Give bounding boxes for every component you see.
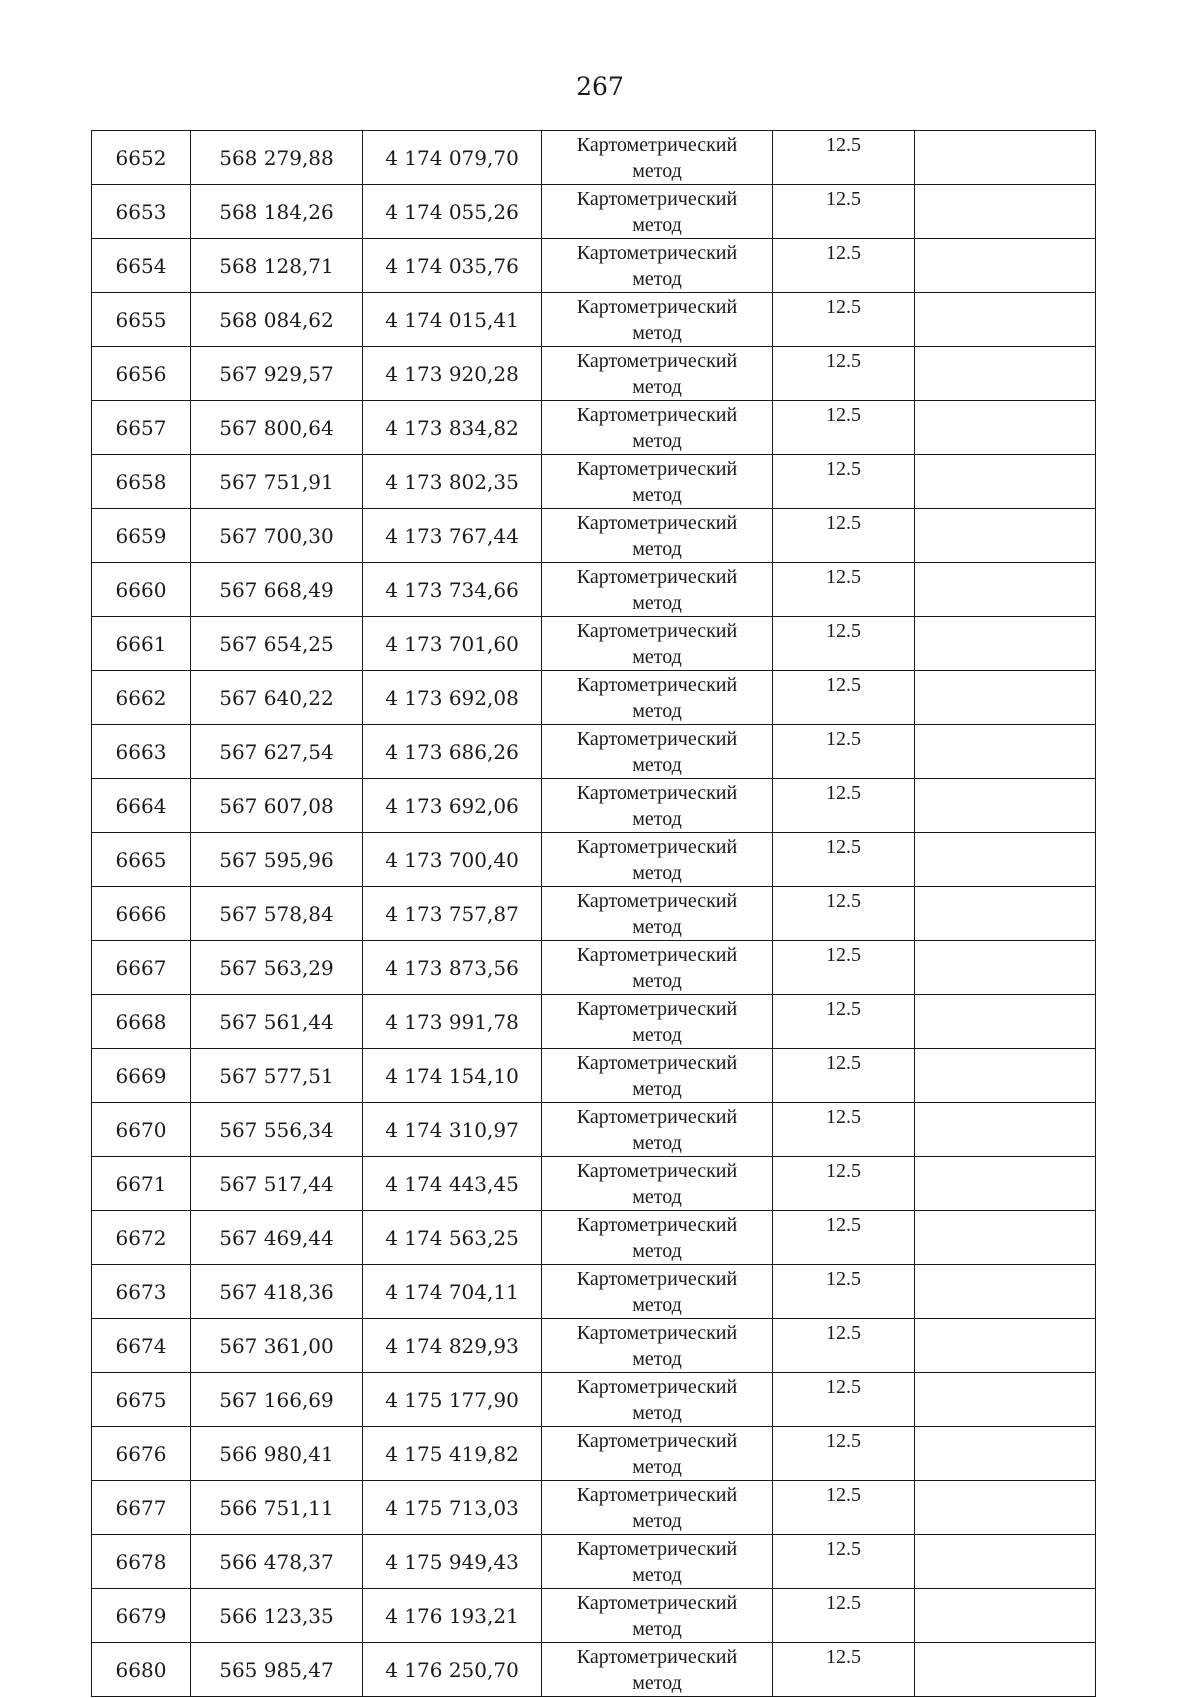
table-row [92, 1157, 1096, 1211]
note-cell [915, 509, 1096, 563]
x-coordinate-cell: 568 184,26 [191, 185, 363, 239]
x-coordinate-cell: 567 469,44 [191, 1211, 363, 1265]
table-row [92, 293, 1096, 347]
method-cell [542, 1643, 773, 1697]
x-coordinate-cell: 567 700,30 [191, 509, 363, 563]
method-line-1: Картометрический [576, 1214, 738, 1236]
table-row [92, 509, 1096, 563]
table-row [92, 1265, 1096, 1319]
table-row [92, 725, 1096, 779]
method-line-2: метод [632, 1510, 682, 1532]
method-line-1: Картометрический [576, 512, 738, 534]
point-number-cell: 6678 [92, 1535, 191, 1589]
method-line-1: Картометрический [576, 1322, 738, 1344]
table-row [92, 1319, 1096, 1373]
point-number-cell: 6661 [92, 617, 191, 671]
table-row [92, 779, 1096, 833]
x-coordinate-cell: 567 563,29 [191, 941, 363, 995]
y-coordinate-cell: 4 173 686,26 [363, 725, 542, 779]
y-coordinate-cell: 4 173 692,06 [363, 779, 542, 833]
note-cell [915, 833, 1096, 887]
y-coordinate-cell: 4 173 991,78 [363, 995, 542, 1049]
method-line-2: метод [632, 1186, 682, 1208]
point-number-cell: 6658 [92, 455, 191, 509]
method-cell [542, 617, 773, 671]
method-cell [542, 1481, 773, 1535]
method-line-1: Картометрический [576, 1430, 738, 1452]
method-line-2: метод [632, 214, 682, 236]
point-number-cell: 6655 [92, 293, 191, 347]
method-line-1: Картометрический [576, 1106, 738, 1128]
x-coordinate-cell: 566 478,37 [191, 1535, 363, 1589]
method-cell [542, 779, 773, 833]
accuracy-cell: 12.5 [773, 1049, 915, 1103]
x-coordinate-cell: 567 166,69 [191, 1373, 363, 1427]
method-cell [542, 131, 773, 185]
accuracy-cell: 12.5 [773, 401, 915, 455]
method-line-1: Картометрический [576, 728, 738, 750]
note-cell [915, 1049, 1096, 1103]
point-number-cell: 6653 [92, 185, 191, 239]
x-coordinate-cell: 567 577,51 [191, 1049, 363, 1103]
table-row [92, 455, 1096, 509]
accuracy-cell: 12.5 [773, 1535, 915, 1589]
accuracy-cell: 12.5 [773, 941, 915, 995]
x-coordinate-cell: 567 578,84 [191, 887, 363, 941]
y-coordinate-cell: 4 173 873,56 [363, 941, 542, 995]
method-line-1: Картометрический [576, 134, 738, 156]
method-line-1: Картометрический [576, 1646, 738, 1668]
method-cell [542, 725, 773, 779]
method-cell [542, 1319, 773, 1373]
y-coordinate-cell: 4 174 079,70 [363, 131, 542, 185]
point-number-cell: 6669 [92, 1049, 191, 1103]
method-line-1: Картометрический [576, 296, 738, 318]
note-cell [915, 1643, 1096, 1697]
method-line-2: метод [632, 1672, 682, 1694]
accuracy-cell: 12.5 [773, 1103, 915, 1157]
method-cell [542, 1265, 773, 1319]
note-cell [915, 1373, 1096, 1427]
accuracy-cell: 12.5 [773, 779, 915, 833]
point-number-cell: 6667 [92, 941, 191, 995]
point-number-cell: 6657 [92, 401, 191, 455]
accuracy-cell: 12.5 [773, 239, 915, 293]
y-coordinate-cell: 4 173 920,28 [363, 347, 542, 401]
method-line-1: Картометрический [576, 890, 738, 912]
x-coordinate-cell: 566 751,11 [191, 1481, 363, 1535]
method-cell [542, 185, 773, 239]
method-line-2: метод [632, 1024, 682, 1046]
accuracy-cell: 12.5 [773, 1481, 915, 1535]
accuracy-cell: 12.5 [773, 1157, 915, 1211]
accuracy-cell: 12.5 [773, 1373, 915, 1427]
point-number-cell: 6671 [92, 1157, 191, 1211]
table-row [92, 1535, 1096, 1589]
accuracy-cell: 12.5 [773, 1211, 915, 1265]
y-coordinate-cell: 4 173 757,87 [363, 887, 542, 941]
accuracy-cell: 12.5 [773, 131, 915, 185]
method-cell [542, 401, 773, 455]
method-cell [542, 941, 773, 995]
method-cell [542, 887, 773, 941]
method-cell [542, 347, 773, 401]
note-cell [915, 617, 1096, 671]
x-coordinate-cell: 567 751,91 [191, 455, 363, 509]
method-line-1: Картометрический [576, 836, 738, 858]
method-line-2: метод [632, 646, 682, 668]
note-cell [915, 455, 1096, 509]
point-number-cell: 6656 [92, 347, 191, 401]
method-line-1: Картометрический [576, 782, 738, 804]
accuracy-cell: 12.5 [773, 455, 915, 509]
y-coordinate-cell: 4 174 035,76 [363, 239, 542, 293]
method-line-2: метод [632, 1402, 682, 1424]
method-line-1: Картометрический [576, 944, 738, 966]
method-line-1: Картометрический [576, 1160, 738, 1182]
note-cell [915, 401, 1096, 455]
table-row [92, 239, 1096, 293]
y-coordinate-cell: 4 175 949,43 [363, 1535, 542, 1589]
x-coordinate-cell: 567 517,44 [191, 1157, 363, 1211]
method-line-2: метод [632, 754, 682, 776]
note-cell [915, 131, 1096, 185]
x-coordinate-cell: 568 084,62 [191, 293, 363, 347]
note-cell [915, 1589, 1096, 1643]
y-coordinate-cell: 4 173 834,82 [363, 401, 542, 455]
point-number-cell: 6652 [92, 131, 191, 185]
x-coordinate-cell: 567 595,96 [191, 833, 363, 887]
method-line-2: метод [632, 484, 682, 506]
table-row [92, 941, 1096, 995]
x-coordinate-cell: 567 607,08 [191, 779, 363, 833]
method-line-1: Картометрический [576, 1592, 738, 1614]
accuracy-cell: 12.5 [773, 509, 915, 563]
accuracy-cell: 12.5 [773, 833, 915, 887]
x-coordinate-cell: 567 640,22 [191, 671, 363, 725]
y-coordinate-cell: 4 176 250,70 [363, 1643, 542, 1697]
method-cell [542, 671, 773, 725]
note-cell [915, 563, 1096, 617]
table-row [92, 131, 1096, 185]
accuracy-cell: 12.5 [773, 293, 915, 347]
method-line-1: Картометрический [576, 566, 738, 588]
method-line-1: Картометрический [576, 1484, 738, 1506]
point-number-cell: 6654 [92, 239, 191, 293]
x-coordinate-cell: 567 556,34 [191, 1103, 363, 1157]
method-line-1: Картометрический [576, 404, 738, 426]
x-coordinate-cell: 565 985,47 [191, 1643, 363, 1697]
method-line-1: Картометрический [576, 1268, 738, 1290]
point-number-cell: 6680 [92, 1643, 191, 1697]
note-cell [915, 995, 1096, 1049]
y-coordinate-cell: 4 174 310,97 [363, 1103, 542, 1157]
y-coordinate-cell: 4 174 563,25 [363, 1211, 542, 1265]
method-line-1: Картометрический [576, 350, 738, 372]
method-line-2: метод [632, 862, 682, 884]
y-coordinate-cell: 4 174 443,45 [363, 1157, 542, 1211]
table-row [92, 1211, 1096, 1265]
method-line-2: метод [632, 1294, 682, 1316]
point-number-cell: 6676 [92, 1427, 191, 1481]
method-line-2: метод [632, 1078, 682, 1100]
method-cell [542, 563, 773, 617]
x-coordinate-cell: 568 279,88 [191, 131, 363, 185]
method-line-2: метод [632, 1456, 682, 1478]
method-cell [542, 239, 773, 293]
accuracy-cell: 12.5 [773, 617, 915, 671]
method-cell [542, 1103, 773, 1157]
note-cell [915, 1211, 1096, 1265]
accuracy-cell: 12.5 [773, 1643, 915, 1697]
method-line-1: Картометрический [576, 998, 738, 1020]
method-line-2: метод [632, 970, 682, 992]
point-number-cell: 6677 [92, 1481, 191, 1535]
point-number-cell: 6664 [92, 779, 191, 833]
point-number-cell: 6675 [92, 1373, 191, 1427]
method-cell [542, 833, 773, 887]
coordinates-table [91, 130, 1096, 1697]
method-cell [542, 1589, 773, 1643]
note-cell [915, 1157, 1096, 1211]
accuracy-cell: 12.5 [773, 185, 915, 239]
point-number-cell: 6668 [92, 995, 191, 1049]
method-line-2: метод [632, 430, 682, 452]
y-coordinate-cell: 4 175 177,90 [363, 1373, 542, 1427]
y-coordinate-cell: 4 174 704,11 [363, 1265, 542, 1319]
method-line-1: Картометрический [576, 1052, 738, 1074]
accuracy-cell: 12.5 [773, 1319, 915, 1373]
table-row [92, 401, 1096, 455]
method-line-2: метод [632, 160, 682, 182]
table-row [92, 1643, 1096, 1697]
method-line-1: Картометрический [576, 188, 738, 210]
method-line-1: Картометрический [576, 674, 738, 696]
x-coordinate-cell: 567 654,25 [191, 617, 363, 671]
y-coordinate-cell: 4 174 154,10 [363, 1049, 542, 1103]
table-row [92, 1049, 1096, 1103]
y-coordinate-cell: 4 175 713,03 [363, 1481, 542, 1535]
accuracy-cell: 12.5 [773, 347, 915, 401]
table-row [92, 185, 1096, 239]
method-cell [542, 509, 773, 563]
table-row [92, 887, 1096, 941]
note-cell [915, 941, 1096, 995]
note-cell [915, 671, 1096, 725]
point-number-cell: 6672 [92, 1211, 191, 1265]
point-number-cell: 6662 [92, 671, 191, 725]
y-coordinate-cell: 4 173 700,40 [363, 833, 542, 887]
note-cell [915, 1535, 1096, 1589]
table-row [92, 1481, 1096, 1535]
accuracy-cell: 12.5 [773, 1265, 915, 1319]
method-line-2: метод [632, 1132, 682, 1154]
method-cell [542, 1373, 773, 1427]
y-coordinate-cell: 4 173 802,35 [363, 455, 542, 509]
accuracy-cell: 12.5 [773, 995, 915, 1049]
method-line-2: метод [632, 538, 682, 560]
note-cell [915, 347, 1096, 401]
note-cell [915, 1103, 1096, 1157]
table-row [92, 1589, 1096, 1643]
x-coordinate-cell: 567 668,49 [191, 563, 363, 617]
accuracy-cell: 12.5 [773, 1589, 915, 1643]
table-row [92, 671, 1096, 725]
x-coordinate-cell: 566 980,41 [191, 1427, 363, 1481]
note-cell [915, 1265, 1096, 1319]
point-number-cell: 6670 [92, 1103, 191, 1157]
x-coordinate-cell: 567 627,54 [191, 725, 363, 779]
x-coordinate-cell: 568 128,71 [191, 239, 363, 293]
method-line-2: метод [632, 1618, 682, 1640]
method-line-2: метод [632, 808, 682, 830]
note-cell [915, 887, 1096, 941]
note-cell [915, 1481, 1096, 1535]
method-cell [542, 1049, 773, 1103]
method-cell [542, 1427, 773, 1481]
y-coordinate-cell: 4 174 015,41 [363, 293, 542, 347]
point-number-cell: 6659 [92, 509, 191, 563]
method-cell [542, 293, 773, 347]
method-line-2: метод [632, 268, 682, 290]
y-coordinate-cell: 4 174 055,26 [363, 185, 542, 239]
x-coordinate-cell: 567 929,57 [191, 347, 363, 401]
method-cell [542, 1535, 773, 1589]
coordinates-table-body [92, 131, 1096, 1697]
method-cell [542, 1211, 773, 1265]
method-line-2: метод [632, 916, 682, 938]
table-row [92, 833, 1096, 887]
table-row [92, 995, 1096, 1049]
method-line-1: Картометрический [576, 620, 738, 642]
method-line-2: метод [632, 1240, 682, 1262]
x-coordinate-cell: 567 561,44 [191, 995, 363, 1049]
point-number-cell: 6663 [92, 725, 191, 779]
table-row [92, 347, 1096, 401]
method-line-1: Картометрический [576, 242, 738, 264]
method-line-1: Картометрический [576, 1538, 738, 1560]
method-line-1: Картометрический [576, 1376, 738, 1398]
table-row [92, 563, 1096, 617]
y-coordinate-cell: 4 173 734,66 [363, 563, 542, 617]
note-cell [915, 293, 1096, 347]
note-cell [915, 1319, 1096, 1373]
accuracy-cell: 12.5 [773, 1427, 915, 1481]
point-number-cell: 6660 [92, 563, 191, 617]
accuracy-cell: 12.5 [773, 671, 915, 725]
method-cell [542, 1157, 773, 1211]
note-cell [915, 185, 1096, 239]
x-coordinate-cell: 567 800,64 [191, 401, 363, 455]
point-number-cell: 6673 [92, 1265, 191, 1319]
y-coordinate-cell: 4 174 829,93 [363, 1319, 542, 1373]
method-cell [542, 995, 773, 1049]
method-line-1: Картометрический [576, 458, 738, 480]
accuracy-cell: 12.5 [773, 563, 915, 617]
method-line-2: метод [632, 700, 682, 722]
accuracy-cell: 12.5 [773, 887, 915, 941]
y-coordinate-cell: 4 173 767,44 [363, 509, 542, 563]
note-cell [915, 779, 1096, 833]
note-cell [915, 1427, 1096, 1481]
y-coordinate-cell: 4 175 419,82 [363, 1427, 542, 1481]
table-row [92, 1373, 1096, 1427]
note-cell [915, 239, 1096, 293]
point-number-cell: 6665 [92, 833, 191, 887]
method-line-2: метод [632, 592, 682, 614]
table-row [92, 617, 1096, 671]
note-cell [915, 725, 1096, 779]
method-line-2: метод [632, 1348, 682, 1370]
x-coordinate-cell: 566 123,35 [191, 1589, 363, 1643]
x-coordinate-cell: 567 418,36 [191, 1265, 363, 1319]
page-number: 267 [576, 72, 624, 101]
method-line-2: метод [632, 322, 682, 344]
point-number-cell: 6674 [92, 1319, 191, 1373]
y-coordinate-cell: 4 173 701,60 [363, 617, 542, 671]
method-cell [542, 455, 773, 509]
point-number-cell: 6666 [92, 887, 191, 941]
y-coordinate-cell: 4 176 193,21 [363, 1589, 542, 1643]
method-line-2: метод [632, 376, 682, 398]
table-row [92, 1427, 1096, 1481]
method-line-2: метод [632, 1564, 682, 1586]
y-coordinate-cell: 4 173 692,08 [363, 671, 542, 725]
point-number-cell: 6679 [92, 1589, 191, 1643]
table-row [92, 1103, 1096, 1157]
accuracy-cell: 12.5 [773, 725, 915, 779]
x-coordinate-cell: 567 361,00 [191, 1319, 363, 1373]
